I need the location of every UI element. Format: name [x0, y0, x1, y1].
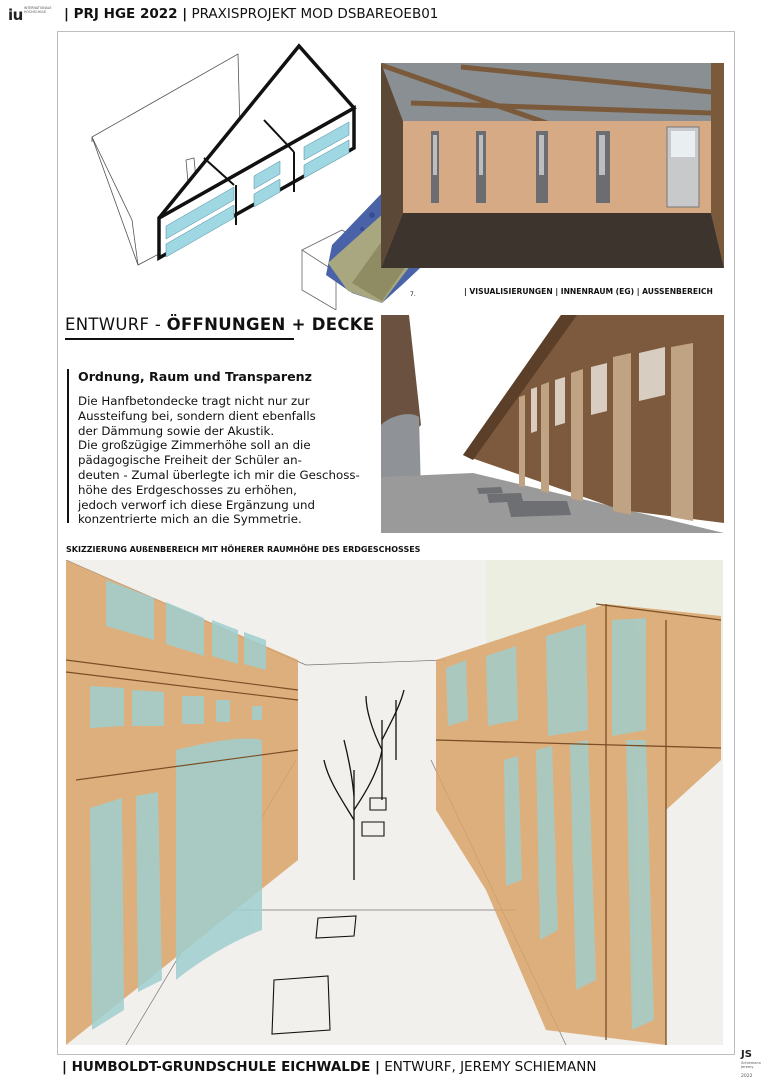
section-underline [65, 338, 294, 340]
text-line: deuten - Zumal überlegte ich mir die Geschoss- [78, 467, 360, 482]
logo-subtitle: INTERNATIONALE HOCHSCHULE [24, 6, 52, 14]
floor [381, 213, 724, 268]
text-line: jedoch verworf ich diese Ergänzung und [78, 497, 315, 512]
iu-logo: iu [8, 6, 23, 24]
figure-number: 7. [410, 291, 416, 298]
text-accent-bar [67, 369, 69, 523]
visualization-caption: | VISUALISIERUNGEN | INNENRAUM (EG) | AUSSENBEREICH [464, 287, 713, 296]
course-title: PRAXISPROJEKT MOD DSBAREOEB01 [191, 6, 439, 22]
section-title-bold: ÖFFNUNGEN + DECKE [166, 315, 375, 334]
text-heading: Ordnung, Raum und Transparenz [78, 369, 312, 384]
section-title-prefix: ENTWURF - [65, 315, 167, 334]
page-footer [62, 1059, 596, 1075]
section-title [65, 315, 374, 334]
author-line: ENTWURF, JEREMY SCHIEMANN [384, 1059, 597, 1075]
school-name: | HUMBOLDT-GRUNDSCHULE EICHWALDE | [62, 1059, 380, 1075]
text-line: Aussteifung bei, sondern dient ebenfalls [78, 408, 316, 423]
text-body [78, 394, 388, 527]
author-name-small: Schiemann Jeremy [741, 1061, 762, 1070]
text-line: konzentrierte mich an die Symmetrie. [78, 512, 302, 527]
author-initials: JS [741, 1049, 752, 1060]
exterior-render [381, 315, 724, 533]
interior-render [381, 63, 724, 268]
text-line: pädagogische Freiheit der Schüler an- [78, 453, 302, 468]
footer-year: 2022 [741, 1074, 753, 1079]
text-line: Die großzügige Zimmerhöhe soll an die [78, 438, 311, 453]
text-line: der Dämmung sowie der Akustik. [78, 423, 275, 438]
project-code: | PRJ HGE 2022 | [64, 6, 188, 22]
text-line: Die Hanfbetondecke tragt nicht nur zur [78, 394, 310, 408]
text-line: höhe des Erdgeschosses zu erhöhen, [78, 482, 297, 497]
sketch-caption: SKIZZIERUNG AUßENBEREICH MIT HÖHERER RAUMHÖHE DES ERDGESCHOSSES [66, 545, 421, 554]
page-header [64, 6, 438, 22]
exterior-hand-sketch [66, 560, 723, 1045]
